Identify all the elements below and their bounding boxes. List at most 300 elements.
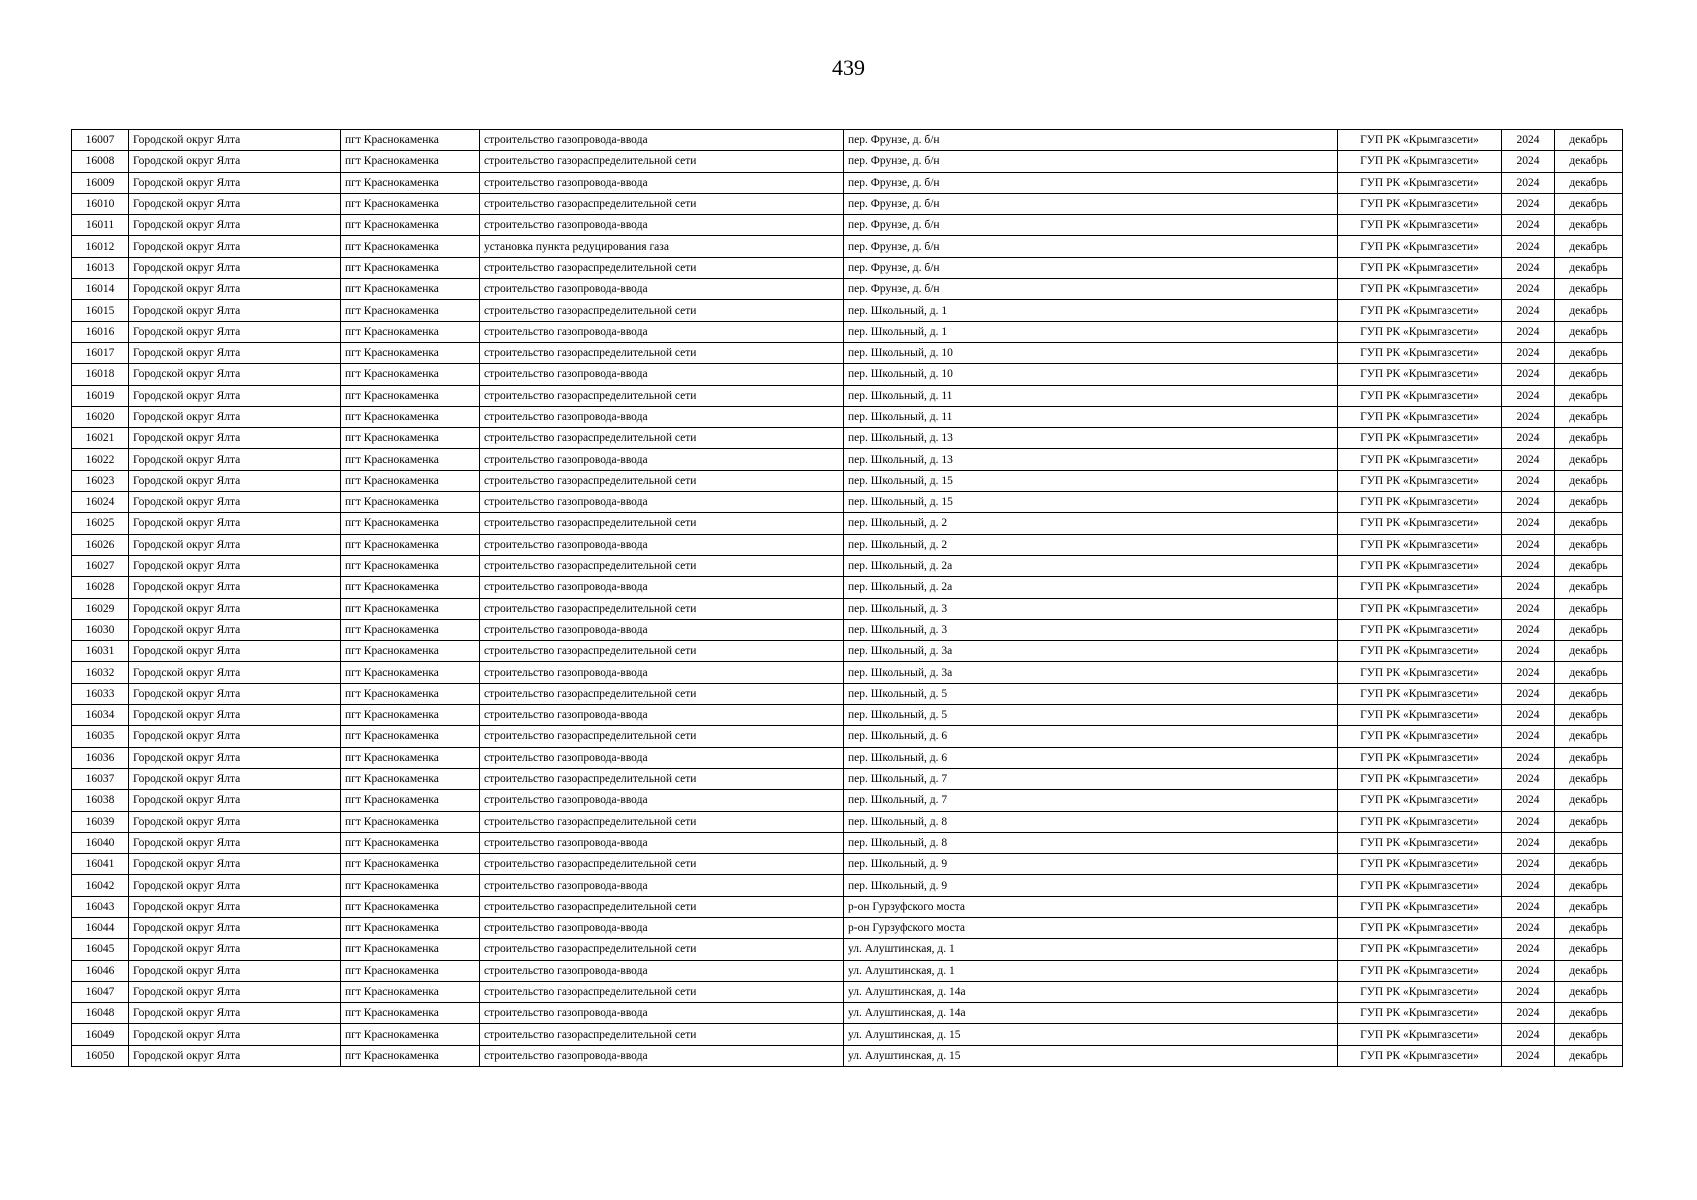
cell-year: 2024 (1502, 726, 1555, 747)
cell-year: 2024 (1502, 619, 1555, 640)
cell-year: 2024 (1502, 598, 1555, 619)
cell-address: пер. Фрунзе, д. б/н (844, 236, 1338, 257)
cell-row-number: 16023 (72, 470, 129, 491)
cell-settlement: пгт Краснокаменка (341, 236, 480, 257)
table-row (72, 960, 1623, 981)
cell-work-type: строительство газораспределительной сети (480, 1024, 844, 1045)
table-row (72, 747, 1623, 768)
cell-address: пер. Фрунзе, д. б/н (844, 193, 1338, 214)
cell-year: 2024 (1502, 236, 1555, 257)
cell-address: ул. Алуштинская, д. 1 (844, 939, 1338, 960)
cell-address: пер. Школьный, д. 1 (844, 321, 1338, 342)
cell-month: декабрь (1555, 279, 1623, 300)
table-row (72, 172, 1623, 193)
cell-month: декабрь (1555, 726, 1623, 747)
cell-organization: ГУП РК «Крымгазсети» (1338, 854, 1502, 875)
cell-year: 2024 (1502, 449, 1555, 470)
data-table (71, 129, 1623, 1067)
cell-row-number: 16012 (72, 236, 129, 257)
cell-organization: ГУП РК «Крымгазсети» (1338, 747, 1502, 768)
cell-year: 2024 (1502, 172, 1555, 193)
cell-year: 2024 (1502, 193, 1555, 214)
cell-year: 2024 (1502, 875, 1555, 896)
cell-month: декабрь (1555, 342, 1623, 363)
cell-year: 2024 (1502, 790, 1555, 811)
cell-row-number: 16015 (72, 300, 129, 321)
cell-organization: ГУП РК «Крымгазсети» (1338, 300, 1502, 321)
cell-row-number: 16033 (72, 683, 129, 704)
cell-work-type: строительство газораспределительной сети (480, 513, 844, 534)
cell-address: пер. Школьный, д. 8 (844, 811, 1338, 832)
cell-row-number: 16037 (72, 768, 129, 789)
cell-row-number: 16034 (72, 705, 129, 726)
table-row (72, 790, 1623, 811)
cell-work-type: строительство газораспределительной сети (480, 683, 844, 704)
cell-work-type: строительство газораспределительной сети (480, 939, 844, 960)
cell-year: 2024 (1502, 257, 1555, 278)
cell-work-type: строительство газораспределительной сети (480, 555, 844, 576)
cell-settlement: пгт Краснокаменка (341, 854, 480, 875)
cell-address: пер. Фрунзе, д. б/н (844, 151, 1338, 172)
cell-row-number: 16028 (72, 577, 129, 598)
table-row (72, 577, 1623, 598)
cell-settlement: пгт Краснокаменка (341, 470, 480, 491)
cell-work-type: строительство газопровода-ввода (480, 619, 844, 640)
cell-row-number: 16040 (72, 832, 129, 853)
cell-settlement: пгт Краснокаменка (341, 215, 480, 236)
cell-settlement: пгт Краснокаменка (341, 832, 480, 853)
table-row (72, 641, 1623, 662)
cell-address: пер. Школьный, д. 3 (844, 598, 1338, 619)
cell-organization: ГУП РК «Крымгазсети» (1338, 768, 1502, 789)
cell-year: 2024 (1502, 662, 1555, 683)
cell-row-number: 16022 (72, 449, 129, 470)
cell-address: пер. Школьный, д. 6 (844, 747, 1338, 768)
cell-address: пер. Школьный, д. 7 (844, 790, 1338, 811)
cell-year: 2024 (1502, 705, 1555, 726)
cell-row-number: 16039 (72, 811, 129, 832)
cell-municipality: Городской округ Ялта (129, 1003, 341, 1024)
cell-municipality: Городской округ Ялта (129, 1024, 341, 1045)
cell-municipality: Городской округ Ялта (129, 279, 341, 300)
cell-organization: ГУП РК «Крымгазсети» (1338, 172, 1502, 193)
cell-work-type: строительство газопровода-ввода (480, 705, 844, 726)
cell-address: пер. Фрунзе, д. б/н (844, 130, 1338, 151)
cell-municipality: Городской округ Ялта (129, 257, 341, 278)
cell-organization: ГУП РК «Крымгазсети» (1338, 279, 1502, 300)
table-row (72, 534, 1623, 555)
cell-municipality: Городской округ Ялта (129, 534, 341, 555)
cell-row-number: 16008 (72, 151, 129, 172)
cell-row-number: 16045 (72, 939, 129, 960)
cell-municipality: Городской округ Ялта (129, 896, 341, 917)
table-row (72, 385, 1623, 406)
cell-month: декабрь (1555, 492, 1623, 513)
cell-municipality: Городской округ Ялта (129, 939, 341, 960)
cell-month: декабрь (1555, 364, 1623, 385)
table-row (72, 726, 1623, 747)
cell-settlement: пгт Краснокаменка (341, 342, 480, 363)
cell-settlement: пгт Краснокаменка (341, 598, 480, 619)
cell-month: декабрь (1555, 811, 1623, 832)
cell-municipality: Городской округ Ялта (129, 577, 341, 598)
cell-settlement: пгт Краснокаменка (341, 555, 480, 576)
cell-municipality: Городской округ Ялта (129, 705, 341, 726)
cell-month: декабрь (1555, 513, 1623, 534)
cell-organization: ГУП РК «Крымгазсети» (1338, 215, 1502, 236)
cell-year: 2024 (1502, 215, 1555, 236)
cell-row-number: 16024 (72, 492, 129, 513)
cell-address: пер. Школьный, д. 1 (844, 300, 1338, 321)
cell-year: 2024 (1502, 513, 1555, 534)
cell-work-type: строительство газопровода-ввода (480, 1003, 844, 1024)
cell-month: декабрь (1555, 1024, 1623, 1045)
cell-work-type: строительство газораспределительной сети (480, 193, 844, 214)
table-row (72, 342, 1623, 363)
cell-address: пер. Школьный, д. 13 (844, 449, 1338, 470)
cell-address: пер. Фрунзе, д. б/н (844, 257, 1338, 278)
cell-year: 2024 (1502, 300, 1555, 321)
cell-row-number: 16021 (72, 428, 129, 449)
cell-row-number: 16016 (72, 321, 129, 342)
cell-settlement: пгт Краснокаменка (341, 300, 480, 321)
cell-municipality: Городской округ Ялта (129, 236, 341, 257)
cell-year: 2024 (1502, 917, 1555, 938)
table-body (72, 130, 1623, 1067)
cell-municipality: Городской округ Ялта (129, 875, 341, 896)
cell-municipality: Городской округ Ялта (129, 342, 341, 363)
cell-month: декабрь (1555, 300, 1623, 321)
cell-row-number: 16019 (72, 385, 129, 406)
cell-organization: ГУП РК «Крымгазсети» (1338, 130, 1502, 151)
table-row (72, 364, 1623, 385)
cell-year: 2024 (1502, 1045, 1555, 1066)
cell-work-type: строительство газопровода-ввода (480, 130, 844, 151)
cell-settlement: пгт Краснокаменка (341, 534, 480, 555)
cell-work-type: строительство газораспределительной сети (480, 981, 844, 1002)
cell-year: 2024 (1502, 492, 1555, 513)
cell-work-type: строительство газопровода-ввода (480, 406, 844, 427)
cell-work-type: строительство газораспределительной сети (480, 257, 844, 278)
cell-row-number: 16017 (72, 342, 129, 363)
cell-municipality: Городской округ Ялта (129, 854, 341, 875)
cell-settlement: пгт Краснокаменка (341, 321, 480, 342)
cell-municipality: Городской округ Ялта (129, 492, 341, 513)
table-row (72, 768, 1623, 789)
table-row (72, 279, 1623, 300)
table-row (72, 811, 1623, 832)
cell-month: декабрь (1555, 939, 1623, 960)
cell-municipality: Городской округ Ялта (129, 385, 341, 406)
cell-work-type: строительство газораспределительной сети (480, 342, 844, 363)
cell-year: 2024 (1502, 1003, 1555, 1024)
cell-municipality: Городской округ Ялта (129, 619, 341, 640)
cell-municipality: Городской округ Ялта (129, 683, 341, 704)
cell-row-number: 16026 (72, 534, 129, 555)
cell-work-type: строительство газораспределительной сети (480, 854, 844, 875)
cell-month: декабрь (1555, 747, 1623, 768)
cell-address: пер. Школьный, д. 7 (844, 768, 1338, 789)
table-row (72, 215, 1623, 236)
cell-organization: ГУП РК «Крымгазсети» (1338, 513, 1502, 534)
cell-organization: ГУП РК «Крымгазсети» (1338, 811, 1502, 832)
table-row (72, 257, 1623, 278)
cell-row-number: 16043 (72, 896, 129, 917)
cell-month: декабрь (1555, 215, 1623, 236)
cell-work-type: строительство газопровода-ввода (480, 662, 844, 683)
cell-month: декабрь (1555, 1045, 1623, 1066)
cell-settlement: пгт Краснокаменка (341, 577, 480, 598)
cell-month: декабрь (1555, 875, 1623, 896)
cell-municipality: Городской округ Ялта (129, 747, 341, 768)
table-row (72, 832, 1623, 853)
cell-municipality: Городской округ Ялта (129, 662, 341, 683)
cell-address: пер. Фрунзе, д. б/н (844, 172, 1338, 193)
cell-settlement: пгт Краснокаменка (341, 279, 480, 300)
cell-month: декабрь (1555, 619, 1623, 640)
cell-address: пер. Школьный, д. 5 (844, 705, 1338, 726)
cell-work-type: строительство газораспределительной сети (480, 726, 844, 747)
cell-organization: ГУП РК «Крымгазсети» (1338, 555, 1502, 576)
cell-work-type: строительство газопровода-ввода (480, 790, 844, 811)
cell-settlement: пгт Краснокаменка (341, 385, 480, 406)
cell-municipality: Городской округ Ялта (129, 406, 341, 427)
table-row (72, 300, 1623, 321)
cell-municipality: Городской округ Ялта (129, 364, 341, 385)
cell-municipality: Городской округ Ялта (129, 193, 341, 214)
cell-work-type: строительство газопровода-ввода (480, 832, 844, 853)
cell-settlement: пгт Краснокаменка (341, 1045, 480, 1066)
cell-month: декабрь (1555, 555, 1623, 576)
cell-month: декабрь (1555, 257, 1623, 278)
cell-address: пер. Школьный, д. 5 (844, 683, 1338, 704)
cell-address: ул. Алуштинская, д. 14а (844, 1003, 1338, 1024)
cell-month: декабрь (1555, 832, 1623, 853)
cell-row-number: 16044 (72, 917, 129, 938)
cell-municipality: Городской округ Ялта (129, 449, 341, 470)
cell-month: декабрь (1555, 534, 1623, 555)
cell-month: декабрь (1555, 768, 1623, 789)
cell-organization: ГУП РК «Крымгазсети» (1338, 534, 1502, 555)
cell-settlement: пгт Краснокаменка (341, 662, 480, 683)
cell-settlement: пгт Краснокаменка (341, 726, 480, 747)
table-row (72, 598, 1623, 619)
cell-settlement: пгт Краснокаменка (341, 1024, 480, 1045)
cell-work-type: строительство газопровода-ввода (480, 321, 844, 342)
cell-municipality: Городской округ Ялта (129, 321, 341, 342)
cell-month: декабрь (1555, 321, 1623, 342)
cell-organization: ГУП РК «Крымгазсети» (1338, 236, 1502, 257)
cell-month: декабрь (1555, 683, 1623, 704)
cell-organization: ГУП РК «Крымгазсети» (1338, 406, 1502, 427)
cell-address: пер. Школьный, д. 11 (844, 385, 1338, 406)
cell-settlement: пгт Краснокаменка (341, 811, 480, 832)
cell-municipality: Городской округ Ялта (129, 917, 341, 938)
cell-address: р-он Гурзуфского моста (844, 917, 1338, 938)
cell-month: декабрь (1555, 917, 1623, 938)
cell-organization: ГУП РК «Крымгазсети» (1338, 641, 1502, 662)
table-row (72, 321, 1623, 342)
table-row (72, 917, 1623, 938)
cell-address: пер. Школьный, д. 15 (844, 492, 1338, 513)
table-row (72, 470, 1623, 491)
cell-organization: ГУП РК «Крымгазсети» (1338, 470, 1502, 491)
cell-work-type: строительство газораспределительной сети (480, 598, 844, 619)
cell-work-type: строительство газопровода-ввода (480, 492, 844, 513)
table-row (72, 449, 1623, 470)
cell-organization: ГУП РК «Крымгазсети» (1338, 896, 1502, 917)
cell-address: пер. Школьный, д. 9 (844, 875, 1338, 896)
cell-work-type: строительство газопровода-ввода (480, 534, 844, 555)
cell-work-type: строительство газораспределительной сети (480, 470, 844, 491)
table-row (72, 492, 1623, 513)
cell-address: ул. Алуштинская, д. 15 (844, 1045, 1338, 1066)
table-row (72, 981, 1623, 1002)
table-row (72, 555, 1623, 576)
table-row (72, 1045, 1623, 1066)
table-row (72, 130, 1623, 151)
cell-year: 2024 (1502, 406, 1555, 427)
cell-year: 2024 (1502, 321, 1555, 342)
cell-settlement: пгт Краснокаменка (341, 960, 480, 981)
cell-municipality: Городской округ Ялта (129, 598, 341, 619)
cell-work-type: строительство газораспределительной сети (480, 641, 844, 662)
table-row (72, 854, 1623, 875)
cell-organization: ГУП РК «Крымгазсети» (1338, 790, 1502, 811)
cell-municipality: Городской округ Ялта (129, 428, 341, 449)
cell-address: пер. Школьный, д. 3а (844, 662, 1338, 683)
cell-organization: ГУП РК «Крымгазсети» (1338, 726, 1502, 747)
cell-month: декабрь (1555, 172, 1623, 193)
cell-work-type: строительство газопровода-ввода (480, 364, 844, 385)
cell-organization: ГУП РК «Крымгазсети» (1338, 257, 1502, 278)
table-row (72, 683, 1623, 704)
cell-municipality: Городской округ Ялта (129, 768, 341, 789)
table-row (72, 939, 1623, 960)
cell-settlement: пгт Краснокаменка (341, 492, 480, 513)
cell-organization: ГУП РК «Крымгазсети» (1338, 1003, 1502, 1024)
cell-row-number: 16032 (72, 662, 129, 683)
cell-year: 2024 (1502, 960, 1555, 981)
cell-organization: ГУП РК «Крымгазсети» (1338, 364, 1502, 385)
cell-settlement: пгт Краснокаменка (341, 130, 480, 151)
cell-row-number: 16035 (72, 726, 129, 747)
cell-address: р-он Гурзуфского моста (844, 896, 1338, 917)
cell-month: декабрь (1555, 151, 1623, 172)
cell-settlement: пгт Краснокаменка (341, 747, 480, 768)
cell-month: декабрь (1555, 960, 1623, 981)
cell-work-type: строительство газораспределительной сети (480, 151, 844, 172)
cell-year: 2024 (1502, 1024, 1555, 1045)
cell-organization: ГУП РК «Крымгазсети» (1338, 385, 1502, 406)
cell-organization: ГУП РК «Крымгазсети» (1338, 662, 1502, 683)
table-row (72, 513, 1623, 534)
cell-settlement: пгт Краснокаменка (341, 151, 480, 172)
cell-address: пер. Школьный, д. 2а (844, 577, 1338, 598)
cell-address: ул. Алуштинская, д. 14а (844, 981, 1338, 1002)
cell-row-number: 16046 (72, 960, 129, 981)
cell-organization: ГУП РК «Крымгазсети» (1338, 428, 1502, 449)
cell-month: декабрь (1555, 385, 1623, 406)
cell-row-number: 16042 (72, 875, 129, 896)
table-row (72, 193, 1623, 214)
cell-address: пер. Школьный, д. 10 (844, 342, 1338, 363)
cell-settlement: пгт Краснокаменка (341, 896, 480, 917)
cell-settlement: пгт Краснокаменка (341, 364, 480, 385)
cell-year: 2024 (1502, 832, 1555, 853)
cell-address: ул. Алуштинская, д. 1 (844, 960, 1338, 981)
cell-year: 2024 (1502, 534, 1555, 555)
cell-municipality: Городской округ Ялта (129, 790, 341, 811)
cell-organization: ГУП РК «Крымгазсети» (1338, 449, 1502, 470)
cell-settlement: пгт Краснокаменка (341, 406, 480, 427)
table-row (72, 428, 1623, 449)
cell-row-number: 16014 (72, 279, 129, 300)
cell-row-number: 16048 (72, 1003, 129, 1024)
cell-month: декабрь (1555, 130, 1623, 151)
cell-work-type: строительство газопровода-ввода (480, 172, 844, 193)
table-row (72, 875, 1623, 896)
cell-month: декабрь (1555, 981, 1623, 1002)
cell-municipality: Городской округ Ялта (129, 151, 341, 172)
cell-year: 2024 (1502, 279, 1555, 300)
cell-month: декабрь (1555, 193, 1623, 214)
cell-year: 2024 (1502, 364, 1555, 385)
cell-year: 2024 (1502, 130, 1555, 151)
cell-address: пер. Школьный, д. 3 (844, 619, 1338, 640)
cell-settlement: пгт Краснокаменка (341, 641, 480, 662)
cell-address: пер. Школьный, д. 15 (844, 470, 1338, 491)
cell-organization: ГУП РК «Крымгазсети» (1338, 151, 1502, 172)
cell-municipality: Городской округ Ялта (129, 981, 341, 1002)
cell-month: декабрь (1555, 1003, 1623, 1024)
cell-address: пер. Школьный, д. 8 (844, 832, 1338, 853)
cell-row-number: 16027 (72, 555, 129, 576)
cell-municipality: Городской округ Ялта (129, 215, 341, 236)
cell-organization: ГУП РК «Крымгазсети» (1338, 981, 1502, 1002)
cell-address: пер. Школьный, д. 2а (844, 555, 1338, 576)
cell-organization: ГУП РК «Крымгазсети» (1338, 917, 1502, 938)
cell-work-type: строительство газопровода-ввода (480, 960, 844, 981)
cell-month: декабрь (1555, 428, 1623, 449)
cell-work-type: строительство газораспределительной сети (480, 768, 844, 789)
cell-month: декабрь (1555, 406, 1623, 427)
cell-row-number: 16041 (72, 854, 129, 875)
cell-work-type: строительство газораспределительной сети (480, 811, 844, 832)
cell-settlement: пгт Краснокаменка (341, 917, 480, 938)
cell-settlement: пгт Краснокаменка (341, 1003, 480, 1024)
cell-month: декабрь (1555, 641, 1623, 662)
cell-address: пер. Школьный, д. 3а (844, 641, 1338, 662)
cell-work-type: строительство газопровода-ввода (480, 449, 844, 470)
cell-month: декабрь (1555, 854, 1623, 875)
cell-year: 2024 (1502, 555, 1555, 576)
table-row (72, 1024, 1623, 1045)
cell-year: 2024 (1502, 385, 1555, 406)
cell-row-number: 16020 (72, 406, 129, 427)
cell-settlement: пгт Краснокаменка (341, 449, 480, 470)
cell-work-type: строительство газораспределительной сети (480, 428, 844, 449)
cell-work-type: строительство газопровода-ввода (480, 747, 844, 768)
table-row (72, 236, 1623, 257)
cell-row-number: 16050 (72, 1045, 129, 1066)
cell-settlement: пгт Краснокаменка (341, 981, 480, 1002)
cell-year: 2024 (1502, 981, 1555, 1002)
cell-municipality: Городской округ Ялта (129, 513, 341, 534)
cell-year: 2024 (1502, 854, 1555, 875)
cell-year: 2024 (1502, 641, 1555, 662)
cell-month: декабрь (1555, 236, 1623, 257)
